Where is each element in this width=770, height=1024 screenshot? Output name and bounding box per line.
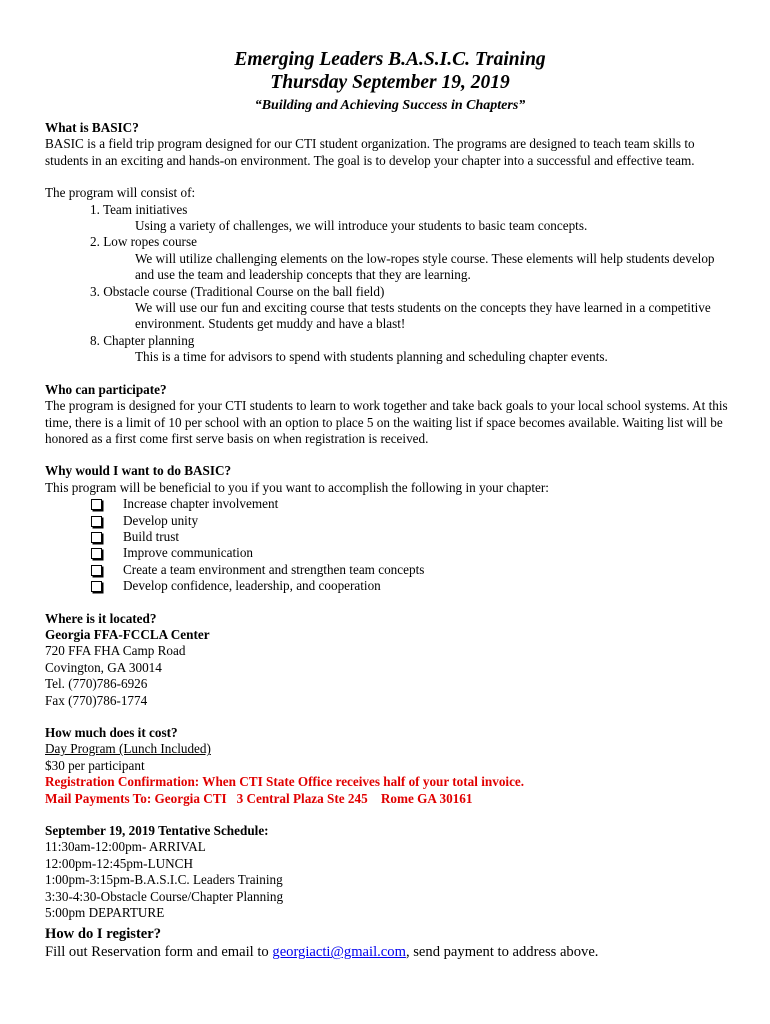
program-item-desc: Using a variety of challenges, we will introduce your students to basic team concepts.	[135, 218, 588, 234]
program-item-title: 2. Low ropes course	[90, 234, 197, 250]
why-intro: This program will be beneficial to you if you want to accomplish the following in your chapter:	[45, 479, 549, 495]
program-item-desc: This is a time for advisors to spend with students planning and scheduling chapter events.	[135, 349, 608, 365]
email-link[interactable]: georgiacti@gmail.com	[272, 944, 406, 961]
schedule-item: 3:30-4:30-Obstacle Course/Chapter Planning	[45, 888, 284, 904]
why-heading: Why would I want to do BASIC?	[45, 463, 232, 479]
document-title-line2: Thursday September 19, 2019	[270, 72, 510, 93]
checklist-item	[45, 513, 735, 529]
schedule-item: 11:30am-12:00pm- ARRIVAL	[45, 839, 206, 855]
schedule-heading: September 19, 2019 Tentative Schedule:	[45, 823, 269, 839]
program-item-desc: We will use our fun and exciting course that tests students on the concepts they have learned in a competitive environment. Students get muddy and have a blast!	[135, 300, 711, 332]
register-instructions	[45, 943, 735, 961]
checkbox-icon	[91, 499, 102, 510]
fax-number: Fax (770)786-1774	[45, 692, 148, 708]
checklist-item	[45, 562, 735, 578]
schedule-item: 1:00pm-3:15pm-B.A.S.I.C. Leaders Training	[45, 872, 283, 888]
checklist-item-label: Develop confidence, leadership, and cooperation	[123, 578, 381, 594]
where-heading: Where is it located?	[45, 610, 157, 626]
checklist-item	[45, 496, 735, 512]
program-item-title: 1. Team initiatives	[90, 201, 188, 217]
checkbox-icon	[91, 548, 102, 559]
checklist-item-label: Develop unity	[123, 512, 199, 528]
registration-confirmation: Registration Confirmation: When CTI State Office receives half of your total invoice.	[45, 774, 525, 790]
cost-heading: How much does it cost?	[45, 725, 178, 740]
day-program-label: Day Program (Lunch Included)	[45, 741, 211, 757]
address-line1: 720 FFA FHA Camp Road	[45, 643, 186, 659]
checklist-item	[45, 578, 735, 594]
checklist-item-label: Increase chapter involvement	[123, 496, 279, 512]
mail-payments: Mail Payments To: Georgia CTI 3 Central Plaza Ste 245 Rome GA 30161	[45, 790, 473, 806]
who-paragraph: The program is designed for your CTI students to learn to work together and take back goals to your local school systems. At this time, there is a limit of 10 per school with an option to place 5 on the waiting list if space becomes available. Waiting list will be honored as a first come first serve basis on when registration is received.	[45, 398, 728, 446]
checklist-item-label: Create a team environment and strengthen team concepts	[123, 561, 425, 577]
checklist-item	[45, 529, 735, 545]
document-title-line1: Emerging Leaders B.A.S.I.C. Training	[234, 49, 546, 70]
what-heading: What is BASIC?	[45, 120, 139, 135]
who-heading: Who can participate?	[45, 381, 167, 397]
benefit-checklist	[45, 496, 735, 594]
address-line2: Covington, GA 30014	[45, 659, 162, 675]
schedule-item: 12:00pm-12:45pm-LUNCH	[45, 855, 193, 871]
checkbox-icon	[91, 516, 102, 527]
register-heading: How do I register?	[45, 926, 162, 943]
checkbox-icon	[91, 565, 102, 576]
price-text: $30 per participant	[45, 757, 145, 773]
checklist-item-label: Improve communication	[123, 545, 254, 561]
document-page	[45, 48, 735, 961]
venue-name: Georgia FFA-FCCLA Center	[45, 626, 210, 642]
program-list	[45, 202, 735, 366]
what-paragraph: BASIC is a field trip program designed for our CTI student organization. The programs are designed to teach team skills to students in an exciting and hands-on environment. The goal is to develop your chapter into a successful and effective team.	[45, 136, 695, 168]
schedule-item: 5:00pm DEPARTURE	[45, 905, 165, 921]
checklist-item-label: Build trust	[123, 528, 180, 544]
register-text-before: Fill out Reservation form and email to	[45, 944, 273, 961]
checklist-item	[45, 545, 735, 561]
phone-number: Tel. (770)786-6926	[45, 676, 148, 692]
checkbox-icon	[91, 532, 102, 543]
program-item-title: 3. Obstacle course (Traditional Course on the ball field)	[90, 283, 385, 299]
program-item-title: 8. Chapter planning	[90, 332, 195, 348]
program-intro: The program will consist of:	[45, 185, 196, 201]
program-item-desc: We will utilize challenging elements on the low-ropes style course. These elements will help students develop and use the team and leadership concepts that they are learning.	[135, 250, 715, 283]
checkbox-icon	[91, 581, 102, 592]
register-text-after: , send payment to address above.	[405, 944, 599, 961]
document-tagline: “Building and Achieving Success in Chapters”	[254, 98, 526, 113]
